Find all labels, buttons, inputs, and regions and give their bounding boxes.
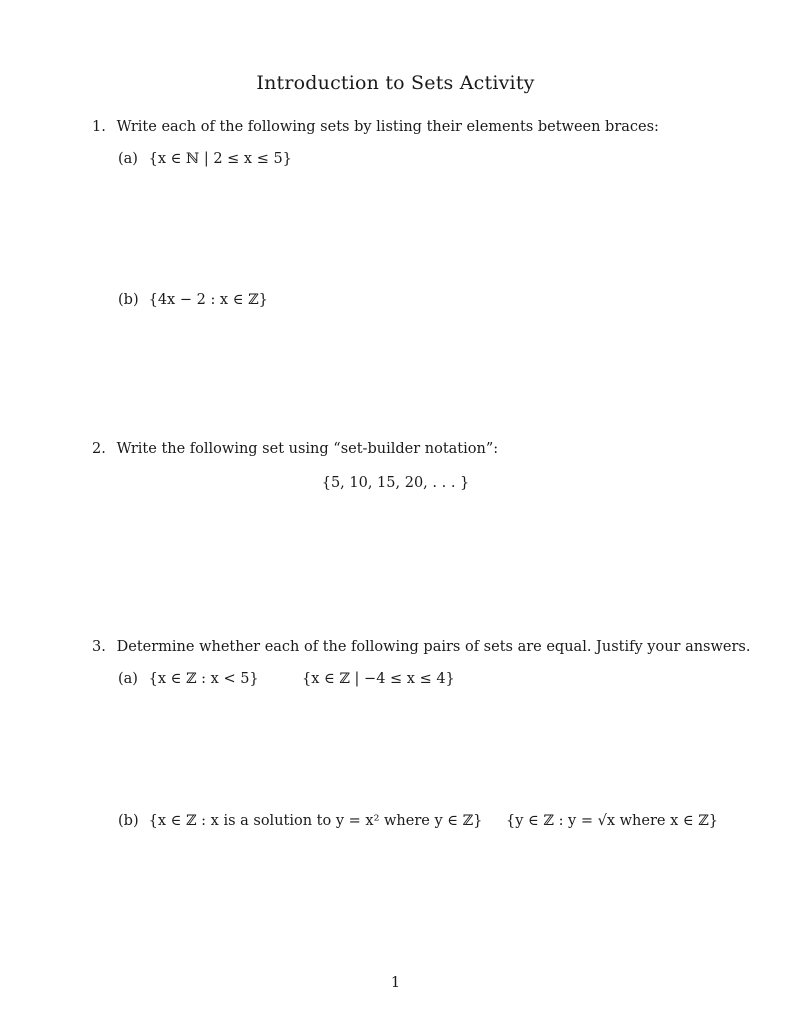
question-3a-left-set: {x ∈ ℤ : x < 5} [148, 671, 259, 687]
question-3a-label: (a) [118, 671, 138, 687]
question-1a-label: (a) [118, 151, 138, 167]
question-1a-expression: {x ∈ ℕ | 2 ≤ x ≤ 5} [148, 151, 292, 167]
question-3-number: 3. [92, 639, 106, 655]
question-1-text: Write each of the following sets by listing their elements between braces: [116, 119, 659, 135]
question-2-text: Write the following set using “set-builder notation”: [116, 441, 499, 457]
question-3a [118, 671, 259, 687]
question-1-prompt [92, 119, 659, 135]
question-3a-right-set: {x ∈ ℤ | −4 ≤ x ≤ 4} [302, 671, 455, 687]
question-1a [118, 151, 292, 167]
question-3b-label: (b) [118, 813, 139, 829]
question-3b-left-set: {x ∈ ℤ : x is a solution to y = x² where y ∈ ℤ} [148, 813, 483, 829]
question-2-prompt [92, 441, 498, 457]
question-3b-right-set: {y ∈ ℤ : y = √x where x ∈ ℤ} [506, 813, 719, 829]
question-3-prompt [92, 639, 750, 655]
question-1b [118, 292, 268, 308]
question-2-number: 2. [92, 441, 106, 457]
page-number: 1 [390, 975, 401, 991]
question-3-text: Determine whether each of the following pairs of sets are equal. Justify your answers. [116, 639, 751, 655]
question-2-set: {5, 10, 15, 20, . . . } [321, 475, 470, 491]
page-title: Introduction to Sets Activity [256, 72, 535, 94]
question-3b [118, 813, 482, 829]
question-1b-label: (b) [118, 292, 139, 308]
question-1b-expression: {4x − 2 : x ∈ ℤ} [148, 292, 268, 308]
question-1-number: 1. [92, 119, 106, 135]
